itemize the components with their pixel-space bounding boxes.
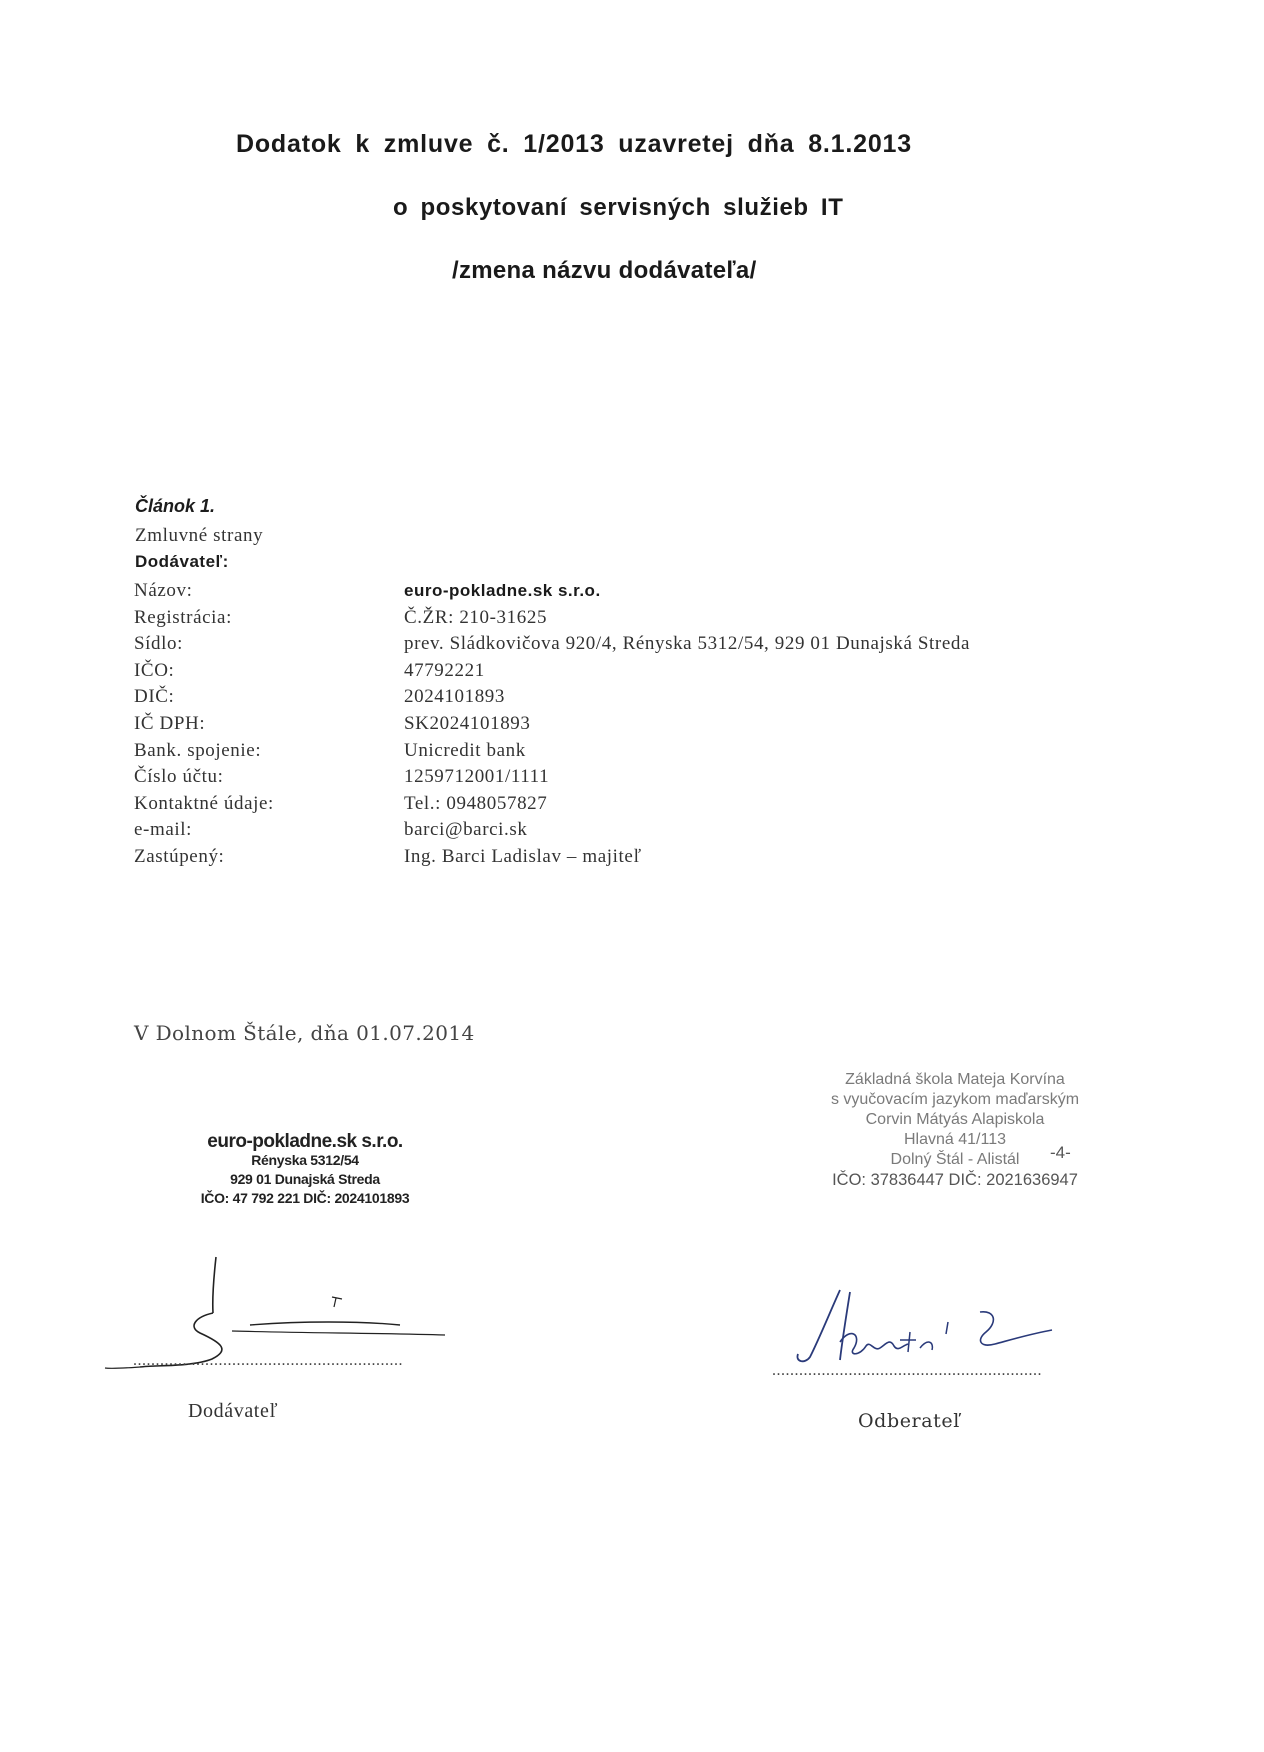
article-title: Článok 1. (135, 496, 216, 516)
stamp-ids: IČO: 47 792 221 DIČ: 2024101893 (200, 1190, 410, 1206)
field-value: euro-pokladne.sk s.r.o. (404, 581, 601, 600)
field-value: prev. Sládkovičova 920/4, Rényska 5312/54, 929 01 Dunajská Streda (404, 633, 970, 655)
supplier-signature-line: ............................................................ (133, 1352, 403, 1369)
customer-role-label: Odberateľ (858, 1410, 960, 1432)
stamp-city: 929 01 Dunajská Streda (230, 1171, 380, 1187)
field-label: IČO: (134, 659, 175, 681)
info-row-address (134, 631, 970, 658)
customer-signature (790, 1282, 1060, 1372)
info-row-bank (134, 738, 970, 765)
field-label: IČ DPH: (134, 712, 206, 734)
field-label: Číslo účtu: (134, 766, 224, 788)
field-value: Č.ŽR: 210-31625 (404, 606, 548, 628)
document-subtitle: o poskytovaní servisných služieb IT (393, 194, 844, 221)
info-row-registration (134, 605, 970, 632)
field-label: e-mail: (134, 819, 193, 841)
stamp-school-city: Dolný Štál - Alistál (890, 1151, 1020, 1168)
stamp-street: Rényska 5312/54 (251, 1152, 359, 1168)
field-value: 2024101893 (404, 686, 505, 708)
info-row-name (134, 578, 970, 605)
info-row-account (134, 764, 970, 791)
stamp-school-ids: IČO: 37836447 DIČ: 2021636947 (832, 1171, 1078, 1189)
stamp-school-name: Základná škola Mateja Korvína (845, 1071, 1065, 1088)
info-row-vat (134, 711, 970, 738)
stamp-company-name: euro-pokladne.sk s.r.o. (207, 1131, 403, 1152)
field-value: SK2024101893 (404, 712, 531, 734)
stamp-school-hungarian-name: Corvin Mátyás Alapiskola (865, 1111, 1045, 1128)
field-label: Kontaktné údaje: (134, 792, 274, 814)
field-value: 1259712001/1111 (404, 766, 550, 788)
field-value: 47792221 (404, 659, 485, 681)
field-label: Bank. spojenie: (134, 739, 262, 761)
field-label: DIČ: (134, 686, 175, 708)
supplier-stamp (170, 1132, 440, 1208)
info-row-representative (134, 844, 970, 871)
info-row-dic (134, 684, 970, 711)
parties-label: Zmluvné strany (135, 525, 264, 546)
place-and-date: V Dolnom Štále, dňa 01.07.2014 (134, 1021, 475, 1045)
info-row-contact (134, 791, 970, 818)
stamp-school-language: s vyučovacím jazykom maďarským (830, 1091, 1080, 1108)
field-label: Zastúpený: (134, 845, 225, 867)
field-label: Názov: (134, 580, 193, 601)
supplier-role-label: Dodávateľ (188, 1400, 279, 1422)
field-value: Unicredit bank (404, 739, 526, 761)
field-value: Tel.: 0948057827 (404, 792, 548, 814)
customer-signature-line: ............................................................ (772, 1362, 1042, 1379)
field-label: Registrácia: (134, 606, 232, 628)
stamp-school-street: Hlavná 41/113 (904, 1131, 1006, 1148)
supplier-label: Dodávateľ: (135, 552, 229, 571)
customer-stamp (790, 1070, 1120, 1190)
field-value: Ing. Barci Ladislav – majiteľ (404, 845, 642, 867)
field-value: barci@barci.sk (404, 819, 528, 841)
info-row-email (134, 817, 970, 844)
supplier-info-table (134, 578, 970, 871)
document-change-note: /zmena názvu dodávateľa/ (452, 257, 757, 284)
info-row-ico (134, 658, 970, 685)
document-title: Dodatok k zmluve č. 1/2013 uzavretej dňa 8.1.2013 (236, 130, 912, 158)
field-label: Sídlo: (134, 633, 184, 655)
page-number: -4- (1050, 1143, 1071, 1162)
